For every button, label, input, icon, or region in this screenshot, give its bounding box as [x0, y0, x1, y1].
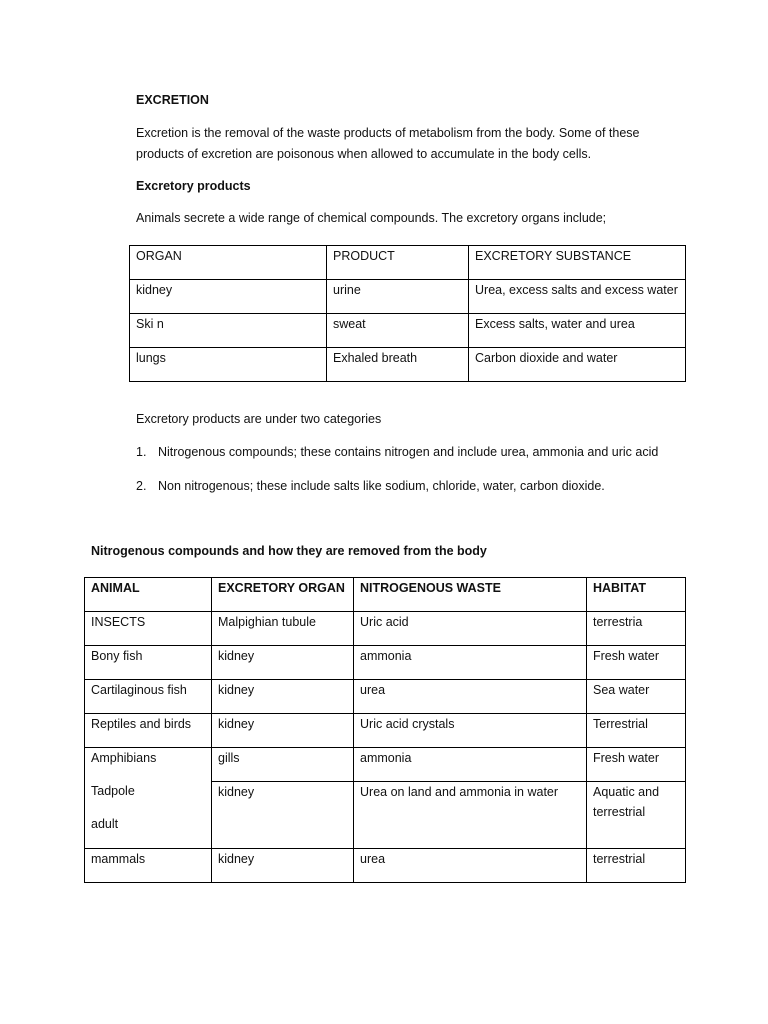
- table-row: [85, 680, 686, 714]
- table-cell: lungs: [130, 348, 327, 382]
- table-header-cell: ORGAN: [130, 246, 327, 280]
- table-cell: urea: [354, 680, 587, 714]
- table-cell: Urea on land and ammonia in water: [354, 782, 587, 849]
- table-cell: urine: [327, 280, 469, 314]
- table-cell: kidney: [212, 782, 354, 849]
- table-cell: Exhaled breath: [327, 348, 469, 382]
- list-text: Non nitrogenous; these include salts like sodium, chloride, water, carbon dioxide.: [158, 479, 605, 493]
- table-header-cell: EXCRETORY ORGAN: [212, 578, 354, 612]
- list-number: 2.: [136, 479, 147, 493]
- excretory-organs-table: [129, 245, 686, 382]
- subheading-excretory-products: Excretory products: [136, 179, 251, 193]
- table-cell: Urea, excess salts and excess water: [469, 280, 686, 314]
- table-cell: ammonia: [354, 646, 587, 680]
- table-cell: ammonia: [354, 748, 587, 782]
- table-header-cell: ANIMAL: [85, 578, 212, 612]
- intro-paragraph: Excretion is the removal of the waste products of metabolism from the body. Some of these products of excretion are poisonous when allowed to accumulate in the body cells.: [136, 126, 640, 161]
- list-item: [136, 479, 605, 493]
- table-cell: Fresh water: [587, 646, 686, 680]
- table-cell: gills: [212, 748, 354, 782]
- table-row: [85, 748, 686, 782]
- table-cell: Fresh water: [587, 748, 686, 782]
- table-cell: mammals: [85, 849, 212, 883]
- table-row: [130, 314, 686, 348]
- table-row: [130, 348, 686, 382]
- organs-intro: Animals secrete a wide range of chemical compounds. The excretory organs include;: [136, 211, 607, 225]
- table-cell: kidney: [212, 849, 354, 883]
- table-row: [85, 612, 686, 646]
- table-cell: urea: [354, 849, 587, 883]
- table-cell: Bony fish: [85, 646, 212, 680]
- table-header-cell: NITROGENOUS WASTE: [354, 578, 587, 612]
- table-header-cell: PRODUCT: [327, 246, 469, 280]
- table-cell: Excess salts, water and urea: [469, 314, 686, 348]
- table-cell: Terrestrial: [587, 714, 686, 748]
- list-item: [136, 445, 659, 459]
- list-text: Nitrogenous compounds; these contains nitrogen and include urea, ammonia and uric acid: [158, 445, 659, 459]
- table-cell: Malpighian tubule: [212, 612, 354, 646]
- table-header-cell: HABITAT: [587, 578, 686, 612]
- table-row: [85, 714, 686, 748]
- table-cell: Uric acid crystals: [354, 714, 587, 748]
- table-cell: Cartilaginous fish: [85, 680, 212, 714]
- table-cell: Ski n: [130, 314, 327, 348]
- table-cell: Aquatic and terrestrial: [587, 782, 686, 849]
- table-cell: INSECTS: [85, 612, 212, 646]
- nitrogenous-waste-table: [84, 577, 686, 883]
- tadpole-label: Tadpole: [91, 784, 135, 798]
- table-row: [85, 646, 686, 680]
- table-row: [85, 849, 686, 883]
- table-header-cell: EXCRETORY SUBSTANCE: [469, 246, 686, 280]
- table-cell: Sea water: [587, 680, 686, 714]
- table-row: [130, 280, 686, 314]
- table-header-row: [85, 578, 686, 612]
- table-cell: kidney: [212, 680, 354, 714]
- table-cell: Uric acid: [354, 612, 587, 646]
- table-cell: sweat: [327, 314, 469, 348]
- subheading-nitrogenous: Nitrogenous compounds and how they are removed from the body: [91, 544, 487, 558]
- table-cell-amphibians: [85, 748, 212, 849]
- categories-intro: Excretory products are under two categories: [136, 412, 382, 426]
- table-header-row: [130, 246, 686, 280]
- table-cell: kidney: [212, 646, 354, 680]
- list-number: 1.: [136, 445, 147, 459]
- table-cell: terrestria: [587, 612, 686, 646]
- table-cell: Reptiles and birds: [85, 714, 212, 748]
- table-cell: terrestrial: [587, 849, 686, 883]
- amphibians-label: Amphibians: [91, 751, 157, 765]
- table-cell: Carbon dioxide and water: [469, 348, 686, 382]
- table-cell: kidney: [212, 714, 354, 748]
- table-cell: kidney: [130, 280, 327, 314]
- page-title: EXCRETION: [136, 93, 209, 107]
- adult-label: adult: [91, 817, 119, 831]
